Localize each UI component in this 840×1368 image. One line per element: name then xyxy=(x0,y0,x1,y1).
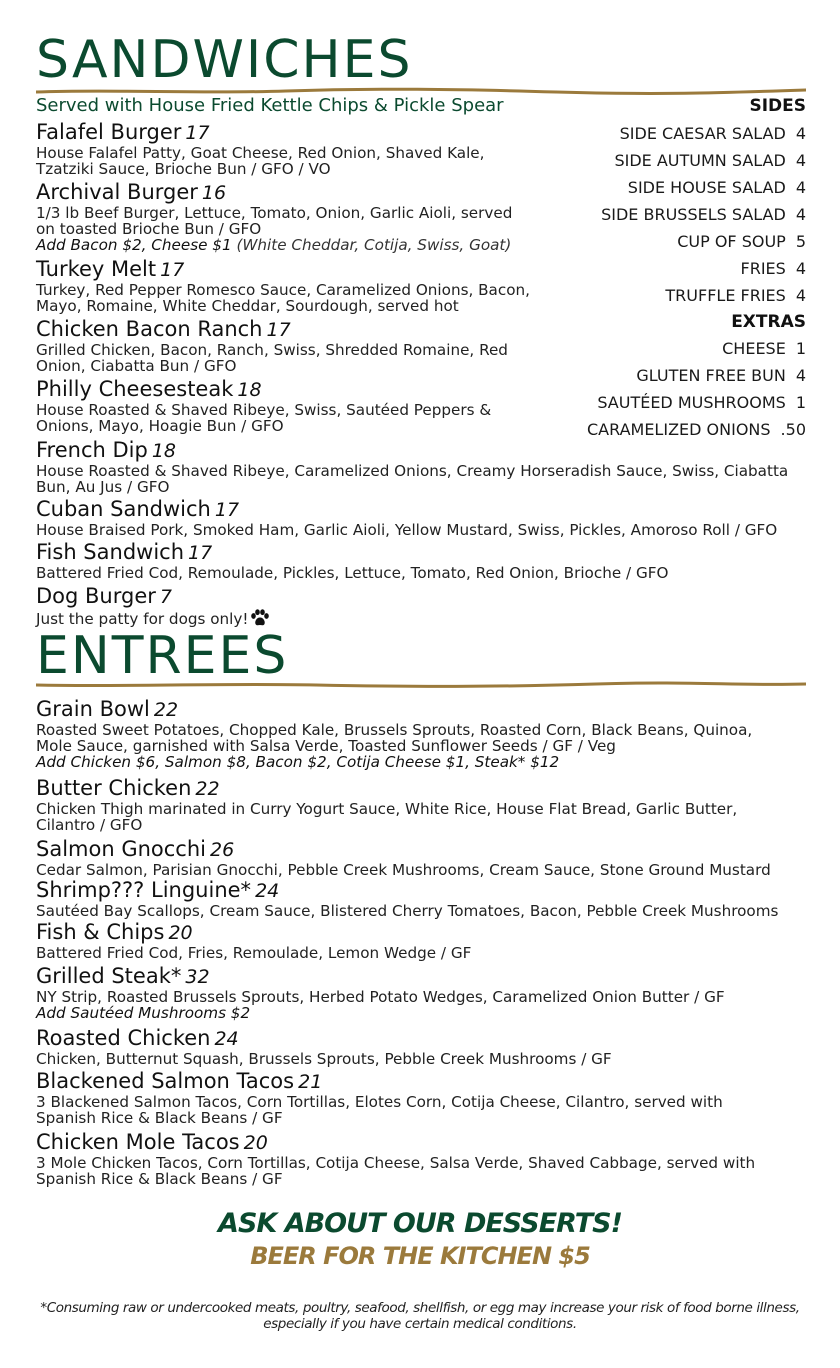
item-description: 3 Mole Chicken Tacos, Corn Tortillas, Cotija Cheese, Salsa Verde, Shaved Cabbage, served with xyxy=(36,1154,756,1172)
entrees-title: ENTREES xyxy=(36,626,289,686)
extra-name: CARAMELIZED ONIONS xyxy=(586,420,771,439)
item-name: Turkey Melt xyxy=(36,257,157,281)
side-item xyxy=(677,232,806,252)
side-price: 4 xyxy=(795,151,806,170)
entrees-divider xyxy=(36,680,806,690)
menu-item-chicken-mole-tacos xyxy=(36,1131,755,1187)
side-price: 4 xyxy=(795,124,806,143)
side-name: TRUFFLE FRIES xyxy=(665,286,786,305)
side-price: 4 xyxy=(795,205,806,224)
item-name: Butter Chicken xyxy=(36,776,192,800)
menu-item-philly-cheesesteak xyxy=(36,378,491,434)
item-description: Tzatziki Sauce, Brioche Bun / GFO / VO xyxy=(36,160,331,178)
side-price: 4 xyxy=(795,259,806,278)
menu-item-chicken-bacon-ranch xyxy=(36,318,508,374)
menu-item-grilled-steak xyxy=(36,965,725,1021)
item-price: 22 xyxy=(195,778,220,800)
menu-item-blackened-salmon-tacos xyxy=(36,1070,723,1126)
item-name: Dog Burger xyxy=(36,584,156,608)
desserts-promo: ASK ABOUT OUR DESSERTS! xyxy=(218,1208,622,1239)
side-price: 4 xyxy=(795,286,806,305)
item-description: Cedar Salmon, Parisian Gnocchi, Pebble Creek Mushrooms, Cream Sauce, Stone Ground Mustard xyxy=(36,861,771,879)
item-price: 32 xyxy=(185,966,210,988)
side-name: SIDE CAESAR SALAD xyxy=(619,124,786,143)
menu-item-shrimp-linguine xyxy=(36,879,778,919)
item-description-text: Just the patty for dogs only! xyxy=(36,610,249,628)
item-price: 24 xyxy=(214,1028,239,1050)
item-description: House Roasted & Shaved Ribeye, Caramelized Onions, Creamy Horseradish Sauce, Swiss, Ciabatta xyxy=(36,462,789,480)
menu-item-french-dip xyxy=(36,439,788,495)
item-name: Falafel Burger xyxy=(36,120,182,144)
item-price: 17 xyxy=(185,122,210,144)
extra-item xyxy=(597,393,806,413)
item-price: 17 xyxy=(266,319,291,341)
item-description: Cilantro / GFO xyxy=(36,816,143,834)
item-name: Salmon Gnocchi xyxy=(36,837,206,861)
side-name: CUP OF SOUP xyxy=(677,232,786,251)
item-name: Chicken Bacon Ranch xyxy=(36,317,263,341)
item-price: 22 xyxy=(153,699,179,721)
item-name: Chicken Mole Tacos xyxy=(36,1130,240,1154)
item-addon-text: Add Bacon $2, Cheese $1 xyxy=(36,236,232,254)
item-price: 20 xyxy=(168,922,193,944)
extra-price: 1 xyxy=(795,393,806,412)
sandwiches-subtitle: Served with House Fried Kettle Chips & Pickle Spear xyxy=(36,95,504,116)
item-description: House Falafel Patty, Goat Cheese, Red Onion, Shaved Kale, xyxy=(36,144,485,162)
item-addon-note: (White Cheddar, Cotija, Swiss, Goat) xyxy=(236,236,512,254)
item-price: 18 xyxy=(237,379,262,401)
item-description: Spanish Rice & Black Beans / GF xyxy=(36,1109,283,1127)
menu-item-cuban-sandwich xyxy=(36,498,777,538)
side-price: 4 xyxy=(795,178,806,197)
beer-promo: BEER FOR THE KITCHEN $5 xyxy=(250,1242,590,1270)
side-item xyxy=(614,151,806,171)
side-item xyxy=(620,124,806,144)
item-description: House Roasted & Shaved Ribeye, Swiss, Sautéed Peppers & xyxy=(36,401,492,419)
item-addon xyxy=(36,237,512,253)
item-name: Cuban Sandwich xyxy=(36,497,211,521)
menu-item-turkey-melt xyxy=(36,258,530,314)
item-description: Bun, Au Jus / GFO xyxy=(36,478,170,496)
item-name: Grilled Steak* xyxy=(36,964,182,988)
item-description: Spanish Rice & Black Beans / GF xyxy=(36,1170,283,1188)
item-price: 18 xyxy=(151,440,177,462)
item-description: 1/3 lb Beef Burger, Lettuce, Tomato, Onion, Garlic Aioli, served xyxy=(36,204,513,222)
extra-price: 4 xyxy=(795,366,806,385)
item-description: Mole Sauce, garnished with Salsa Verde, Toasted Sunflower Seeds / GF / Veg xyxy=(36,737,616,755)
menu-item-roasted-chicken xyxy=(36,1027,612,1067)
side-name: FRIES xyxy=(740,259,786,278)
item-price: 20 xyxy=(243,1132,268,1154)
item-description: 3 Blackened Salmon Tacos, Corn Tortillas, Elotes Corn, Cotija Cheese, Cilantro, served with xyxy=(36,1093,723,1111)
item-name: Grain Bowl xyxy=(36,697,150,721)
side-item xyxy=(741,259,807,279)
menu-item-falafel-burger xyxy=(36,121,484,177)
consumer-advisory-line: especially if you have certain medical conditions. xyxy=(263,1316,577,1332)
item-addon: Add Sautéed Mushrooms $2 xyxy=(36,1004,251,1022)
item-description: Chicken, Butternut Squash, Brussels Sprouts, Pebble Creek Mushrooms / GF xyxy=(36,1050,612,1068)
menu-item-fish-and-chips xyxy=(36,921,471,961)
item-description: Mayo, Romaine, White Cheddar, Sourdough, served hot xyxy=(36,297,459,315)
extra-item xyxy=(636,366,806,386)
menu-item-dog-burger xyxy=(36,585,270,627)
item-description: House Braised Pork, Smoked Ham, Garlic Aioli, Yellow Mustard, Swiss, Pickles, Amoroso Roll / GFO xyxy=(36,521,778,539)
extras-title: EXTRAS xyxy=(731,312,806,332)
item-price: 16 xyxy=(201,182,227,204)
paw-print-icon xyxy=(250,609,270,627)
menu-item-fish-sandwich xyxy=(36,541,668,581)
sandwiches-title: SANDWICHES xyxy=(36,30,413,90)
item-price: 24 xyxy=(255,880,280,902)
item-description: Battered Fried Cod, Fries, Remoulade, Lemon Wedge / GF xyxy=(36,944,472,962)
item-name: Fish & Chips xyxy=(36,920,165,944)
item-name: Roasted Chicken xyxy=(36,1026,211,1050)
extra-name: CHEESE xyxy=(722,339,786,358)
item-price: 26 xyxy=(210,839,235,861)
extra-name: SAUTÉED MUSHROOMS xyxy=(597,393,786,412)
side-name: SIDE AUTUMN SALAD xyxy=(614,151,786,170)
item-description: Turkey, Red Pepper Romesco Sauce, Caramelized Onions, Bacon, xyxy=(36,281,530,299)
item-name: Blackened Salmon Tacos xyxy=(36,1069,295,1093)
sides-title: SIDES xyxy=(749,96,806,116)
extra-name: GLUTEN FREE BUN xyxy=(636,366,786,385)
item-description: Grilled Chicken, Bacon, Ranch, Swiss, Shredded Romaine, Red xyxy=(36,341,508,359)
item-description: Onions, Mayo, Hoagie Bun / GFO xyxy=(36,417,284,435)
item-price: 17 xyxy=(160,259,185,281)
item-description: Chicken Thigh marinated in Curry Yogurt Sauce, White Rice, House Flat Bread, Garlic Butter, xyxy=(36,800,738,818)
item-price: 7 xyxy=(159,586,172,608)
consumer-advisory-line: *Consuming raw or undercooked meats, poultry, seafood, shellfish, or egg may increase your risk of food borne illness, xyxy=(40,1300,800,1316)
consumer-advisory xyxy=(20,1300,820,1332)
item-price: 17 xyxy=(214,499,240,521)
side-price: 5 xyxy=(795,232,806,251)
item-description: Sautéed Bay Scallops, Cream Sauce, Blistered Cherry Tomatoes, Bacon, Pebble Creek Mushrooms xyxy=(36,902,779,920)
side-item xyxy=(665,286,806,306)
item-name: Philly Cheesesteak xyxy=(36,377,234,401)
item-description: on toasted Brioche Bun / GFO xyxy=(36,220,262,238)
extra-price: .50 xyxy=(780,420,806,439)
item-name: Shrimp??? Linguine* xyxy=(36,878,252,902)
item-description: Onion, Ciabatta Bun / GFO xyxy=(36,357,237,375)
item-description: Battered Fried Cod, Remoulade, Pickles, Lettuce, Tomato, Red Onion, Brioche / GFO xyxy=(36,564,669,582)
item-description: NY Strip, Roasted Brussels Sprouts, Herbed Potato Wedges, Caramelized Onion Butter / GF xyxy=(36,988,725,1006)
extra-item xyxy=(587,420,806,440)
menu-item-salmon-gnocchi xyxy=(36,838,771,878)
menu-item-grain-bowl xyxy=(36,698,752,770)
side-name: SIDE HOUSE SALAD xyxy=(627,178,786,197)
item-price: 17 xyxy=(188,542,213,564)
item-addon: Add Chicken $6, Salmon $8, Bacon $2, Cotija Cheese $1, Steak* $12 xyxy=(36,753,560,771)
side-name: SIDE BRUSSELS SALAD xyxy=(601,205,786,224)
side-item xyxy=(628,178,806,198)
menu-item-butter-chicken xyxy=(36,777,737,833)
extra-item xyxy=(722,339,806,359)
item-description: Roasted Sweet Potatoes, Chopped Kale, Brussels Sprouts, Roasted Corn, Black Beans, Quinoa, xyxy=(36,721,753,739)
item-name: Archival Burger xyxy=(36,180,198,204)
item-price: 21 xyxy=(298,1071,323,1093)
menu-item-archival-burger xyxy=(36,181,512,253)
item-description xyxy=(36,609,270,627)
item-name: French Dip xyxy=(36,438,148,462)
side-item xyxy=(601,205,806,225)
item-name: Fish Sandwich xyxy=(36,540,185,564)
extra-price: 1 xyxy=(795,339,806,358)
